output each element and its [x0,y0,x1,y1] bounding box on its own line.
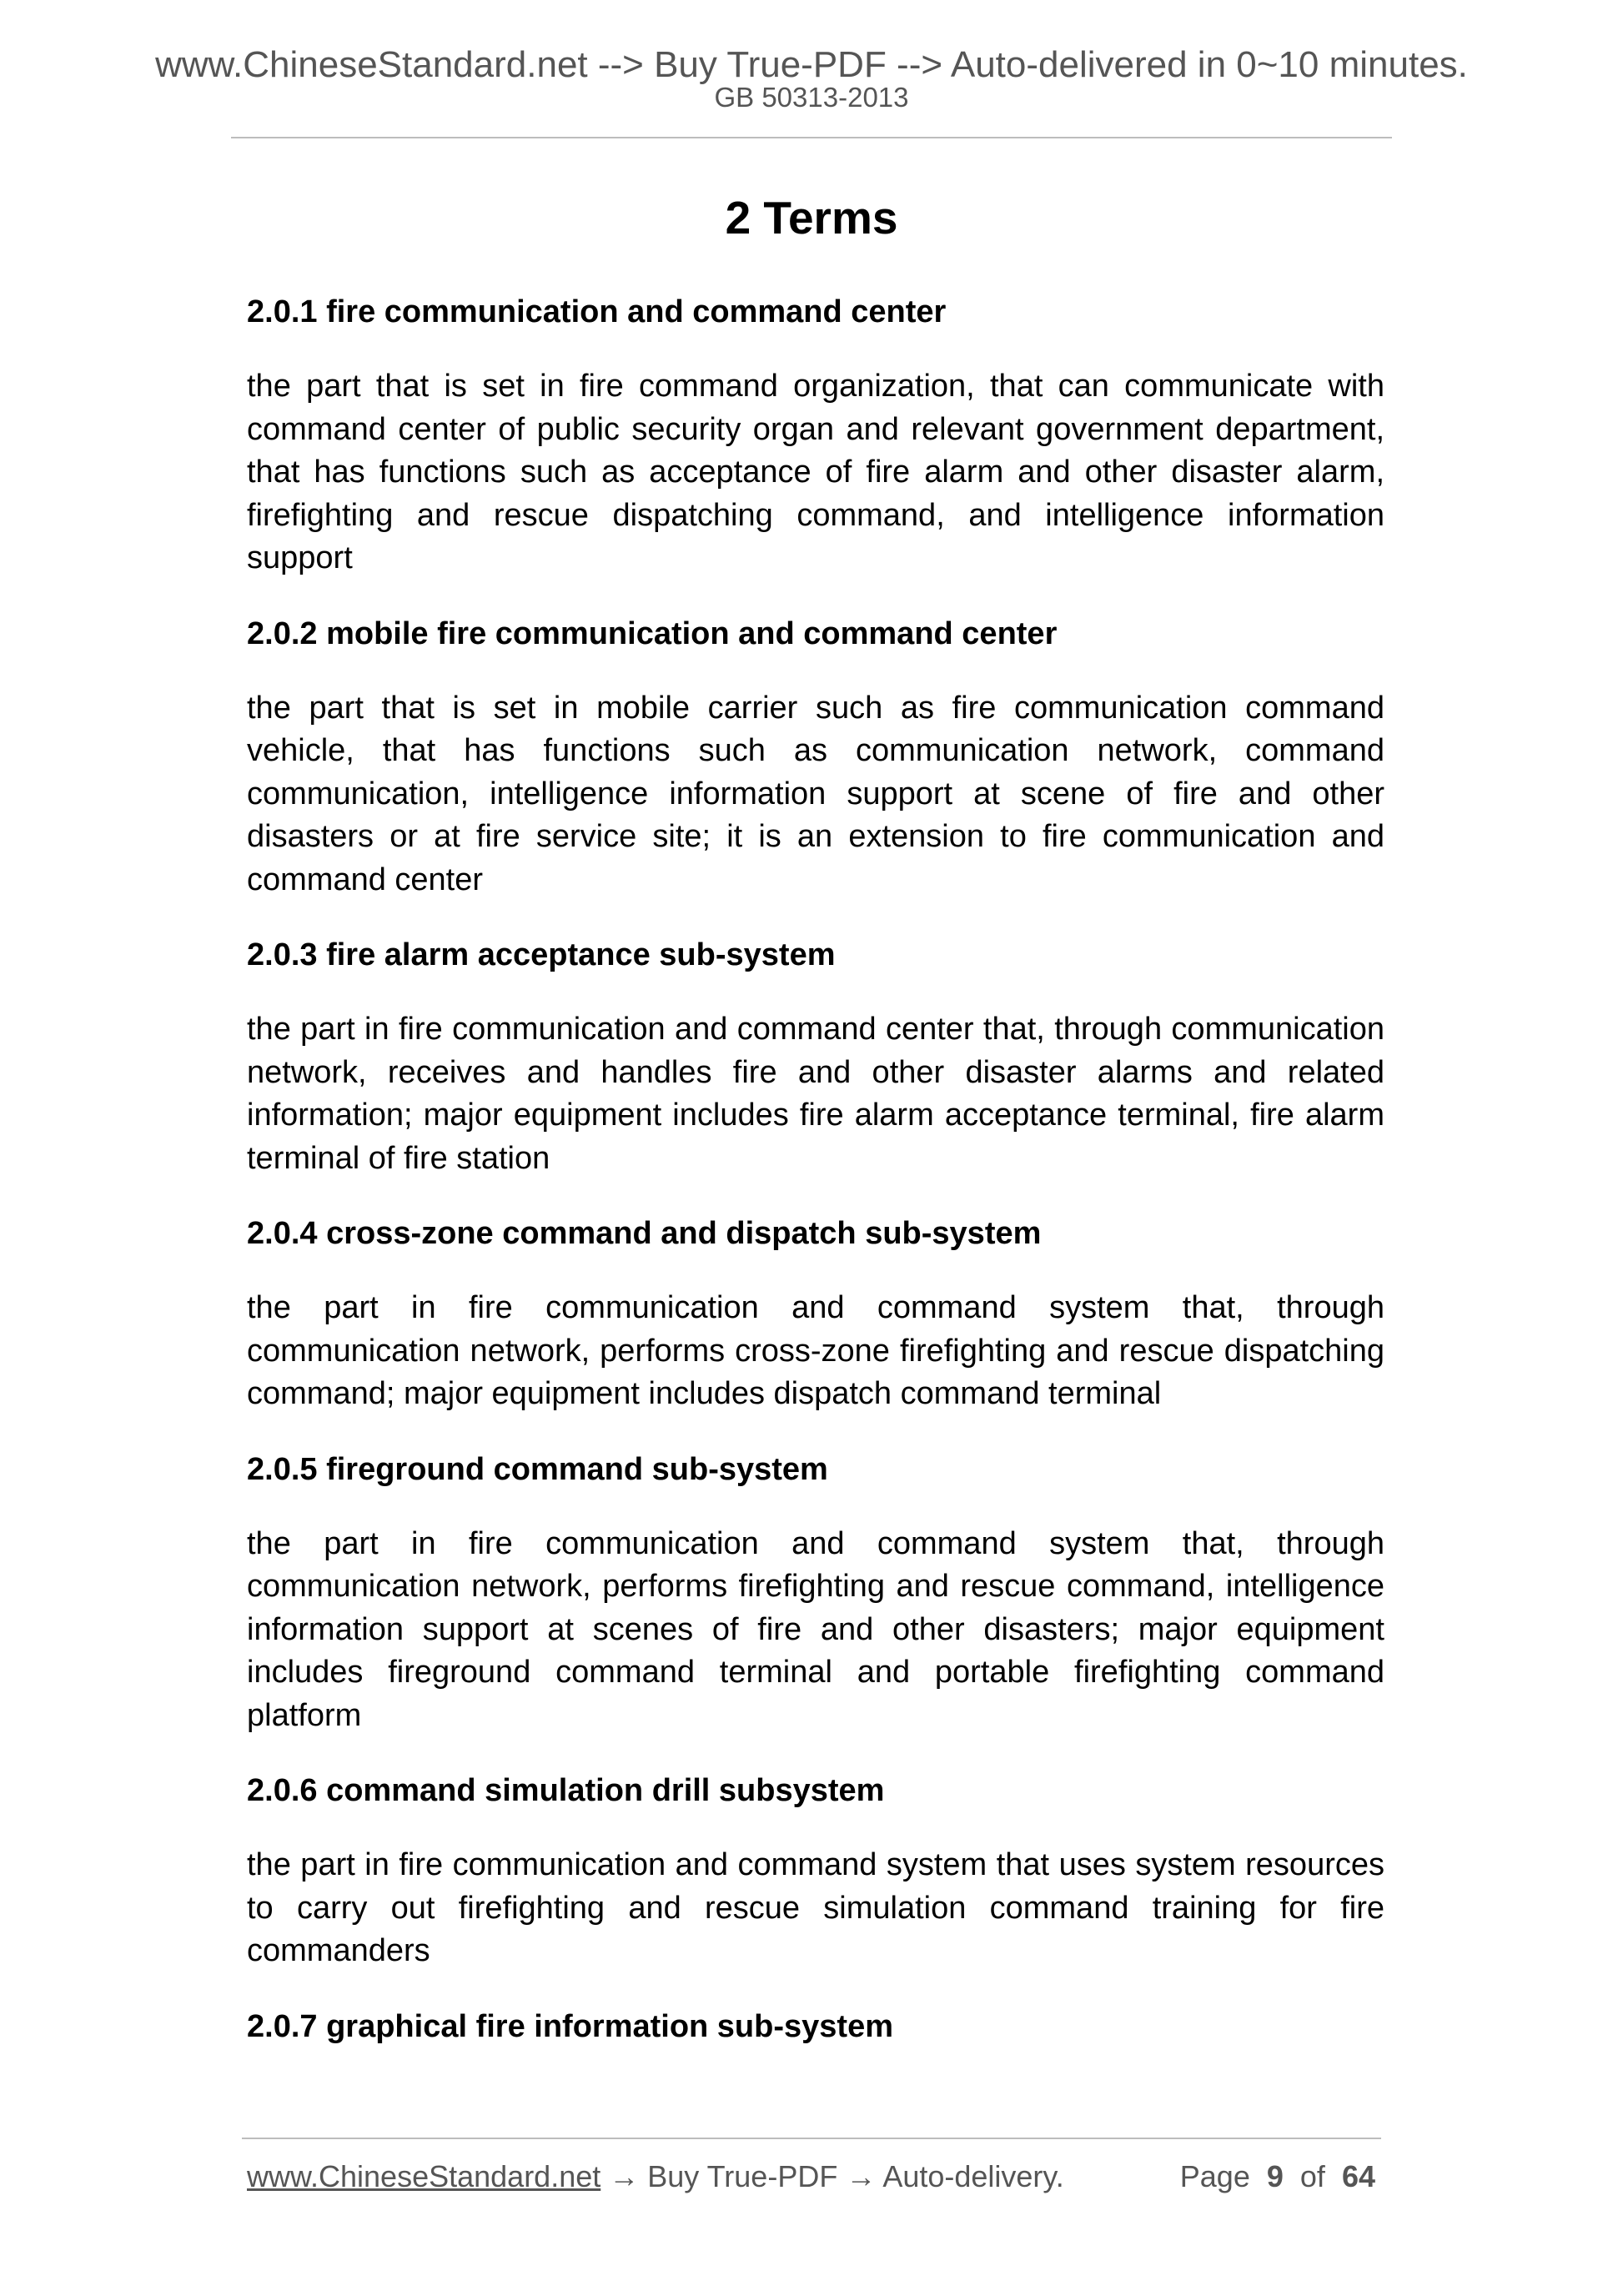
term-heading: 2.0.4 cross-zone command and dispatch sub-system [247,1216,1042,1251]
of-label: of [1299,2159,1325,2193]
term-2-0-1 [247,290,1384,580]
header-divider [231,137,1392,138]
page-number: 9 [1266,2159,1284,2193]
document-code: GB 50313-2013 [714,82,909,113]
terms-content [247,290,1384,2080]
term-heading: 2.0.1 fire communication and command center [247,294,947,329]
term-heading: 2.0.7 graphical fire information sub-system [247,2008,893,2044]
term-definition: the part that is set in fire command organization, that can communicate with command center of public security organ and relevant government department, that has functions such as acceptance of fire alarm and other disaster alarm, firefighting and rescue dispatching command, and intelligence information support [247,369,1384,575]
term-heading: 2.0.2 mobile fire communication and command center [247,615,1058,651]
footer-website-link[interactable]: www.ChineseStandard.net [247,2159,601,2193]
term-heading: 2.0.3 fire alarm acceptance sub-system [247,937,836,972]
term-definition: the part that is set in mobile carrier such as fire communication command vehicle, that has functions such as communication network, command communication, intelligence information support at scene of fire and other disasters or at fire service site; it is an extension to fire communication and command center [247,690,1384,897]
term-definition: the part in fire communication and command system that uses system resources to carry out firefighting and rescue simulation command training for fire commanders [247,1847,1384,1968]
term-2-0-4 [247,1212,1384,1416]
term-2-0-7 [247,2005,1384,2048]
page-total: 64 [1341,2159,1375,2193]
term-definition: the part in fire communication and command center that, through communication network, receives and handles fire and other disaster alarms and related information; major equipment includes fire alarm acceptance terminal, fire alarm terminal of fire station [247,1012,1384,1176]
term-heading: 2.0.6 command simulation drill subsystem [247,1773,885,1808]
footer-tagline: → Buy True-PDF → Auto-delivery. [600,2159,1064,2193]
term-2-0-6 [247,1769,1384,1973]
term-heading: 2.0.5 fireground command sub-system [247,1451,828,1487]
term-2-0-5 [247,1448,1384,1738]
term-definition: the part in fire communication and command system that, through communication network, performs cross-zone firefighting and rescue dispatching command; major equipment includes dispatch command terminal [247,1290,1384,1411]
term-2-0-3 [247,933,1384,1180]
top-banner: www.ChineseStandard.net --> Buy True-PDF --> Auto-delivered in 0~10 minutes. [155,44,1468,85]
chapter-title: 2 Terms [725,192,898,244]
term-2-0-2 [247,612,1384,902]
page-label: Page [1179,2159,1250,2193]
page-indicator [1180,2158,1375,2195]
term-definition: the part in fire communication and command system that, through communication network, performs firefighting and rescue command, intelligence information support at scenes of fire and other disasters; major equipment includes fireground command terminal and portable firefighting command platform [247,1525,1384,1733]
footer-divider [242,2138,1381,2139]
footer-promo [247,2158,1064,2195]
